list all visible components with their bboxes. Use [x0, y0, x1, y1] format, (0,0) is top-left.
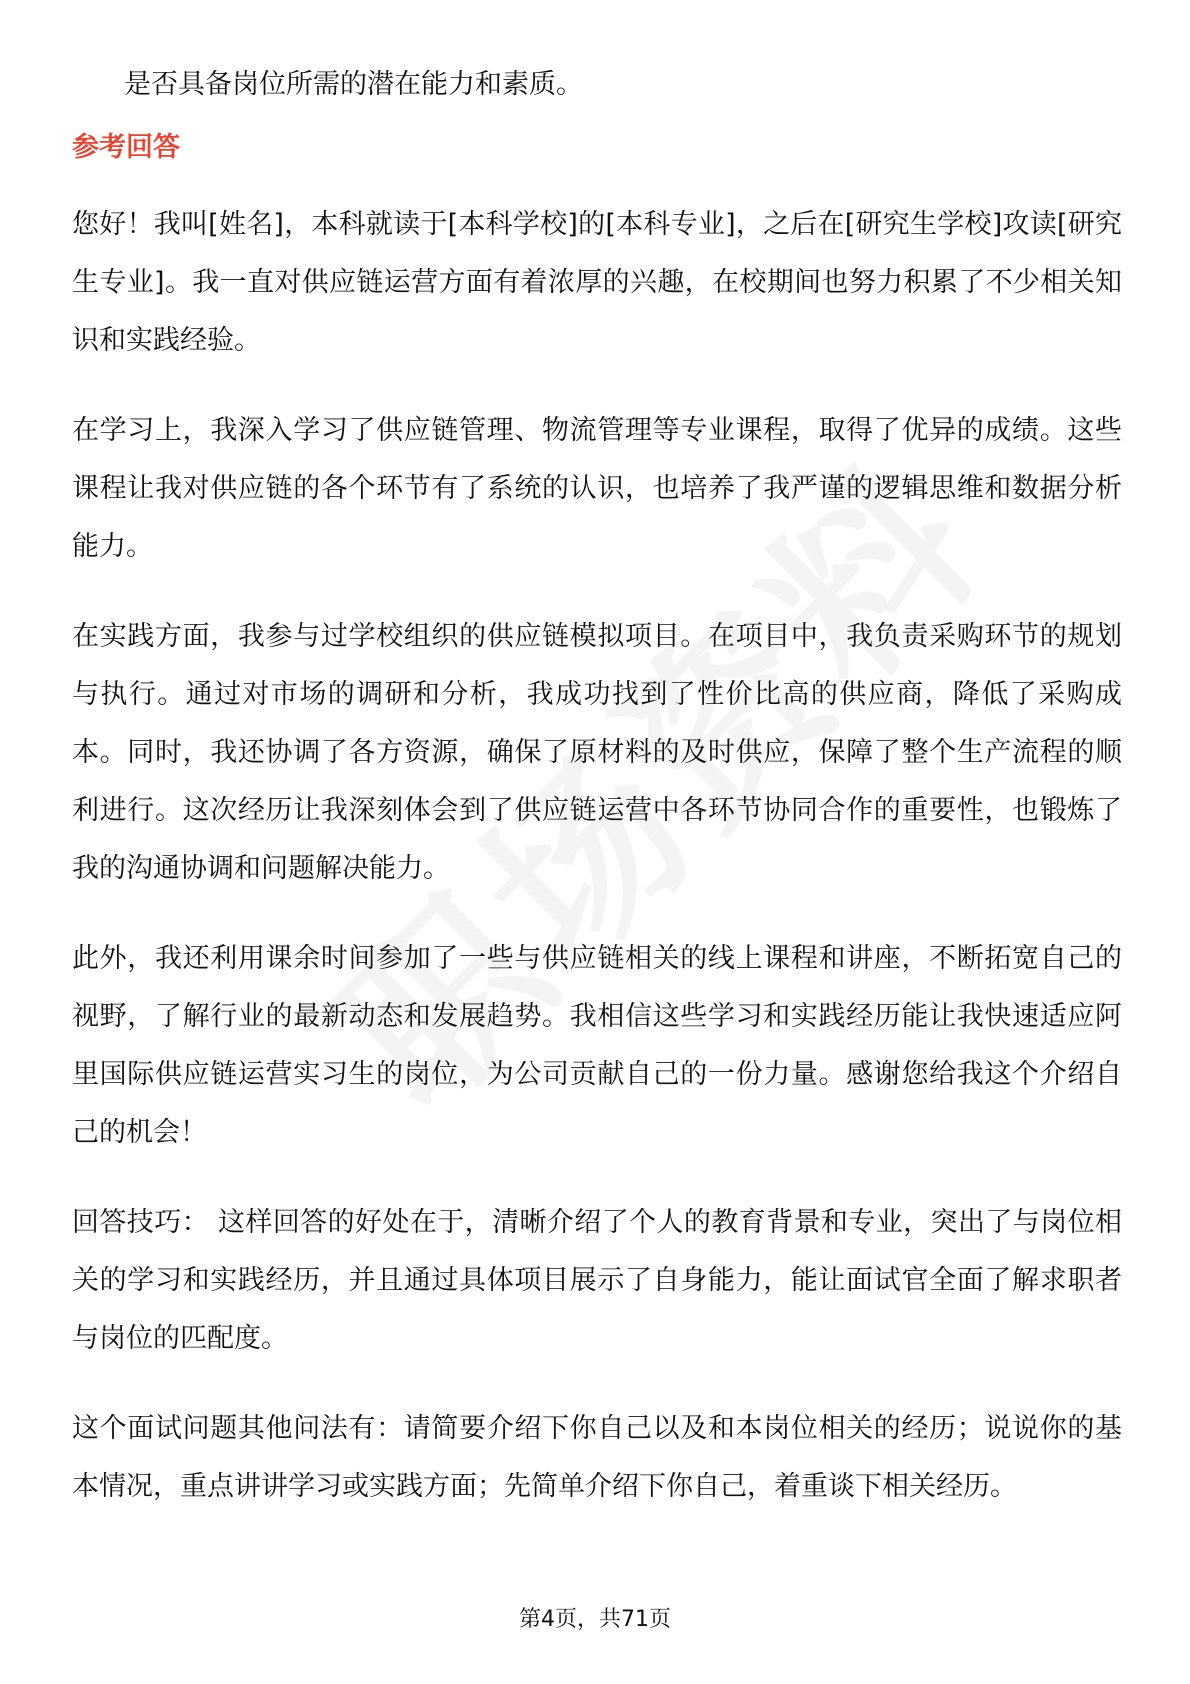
paragraph-alternatives: 这个面试问题其他问法有：请简要介绍下你自己以及和本岗位相关的经历；说说你的基本情况，重点讲讲学习或实践方面；先简单介绍下你自己，着重谈下相关经历。	[72, 1413, 1122, 1502]
content-area	[72, 56, 1122, 1548]
page-footer: 第4页，共71页	[519, 1607, 671, 1632]
paragraph-intro: 您好！我叫[姓名]，本科就读于[本科学校]的[本科专业]，之后在[研究生学校]攻读[研究生专业]。我一直对供应链运营方面有着浓厚的兴趣，在校期间也努力积累了不少相关知识和实践经验。	[72, 209, 1122, 356]
intro-line: 是否具备岗位所需的潜在能力和素质。	[124, 69, 583, 100]
paragraph-practice: 在实践方面，我参与过学校组织的供应链模拟项目。在项目中，我负责采购环节的规划与执行。通过对市场的调研和分析，我成功找到了性价比高的供应商，降低了采购成本。同时，我还协调了各方资源，确保了原材料的及时供应，保障了整个生产流程的顺利进行。这次经历让我深刻体会到了供应链运营中各环节协同合作的重要性，也锻炼了我的沟通协调和问题解决能力。	[72, 621, 1122, 884]
paragraph-study: 在学习上，我深入学习了供应链管理、物流管理等专业课程，取得了优异的成绩。这些课程让我对供应链的各个环节有了系统的认识，也培养了我严谨的逻辑思维和数据分析能力。	[72, 415, 1122, 562]
section-heading: 参考回答	[72, 132, 180, 163]
paragraph-tips: 回答技巧： 这样回答的好处在于，清晰介绍了个人的教育背景和专业，突出了与岗位相关的学习和实践经历，并且通过具体项目展示了自身能力，能让面试官全面了解求职者与岗位的匹配度。	[72, 1207, 1122, 1354]
paragraph-extra: 此外，我还利用课余时间参加了一些与供应链相关的线上课程和讲座，不断拓宽自己的视野，了解行业的最新动态和发展趋势。我相信这些学习和实践经历能让我快速适应阿里国际供应链运营实习生的岗位，为公司贡献自己的一份力量。感谢您给我这个介绍自己的机会！	[72, 943, 1122, 1148]
